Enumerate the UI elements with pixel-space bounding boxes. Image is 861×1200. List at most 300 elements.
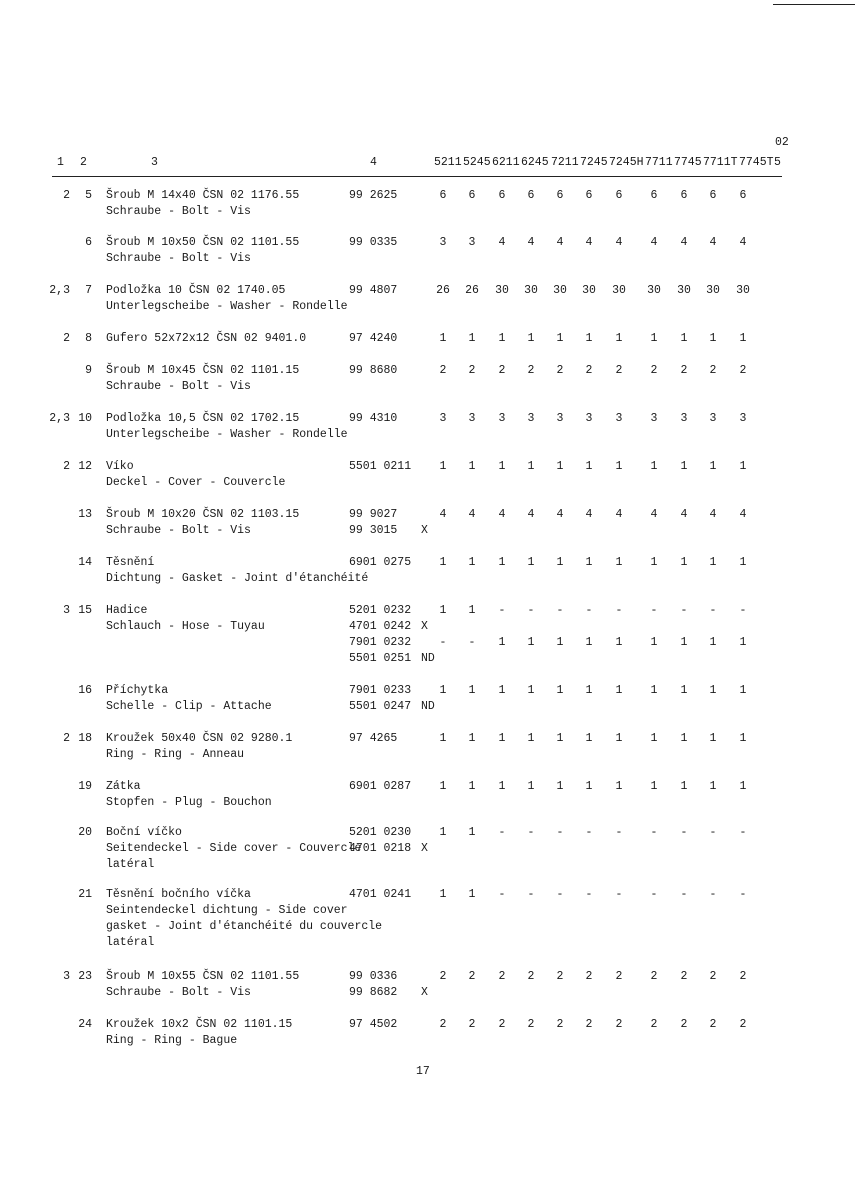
quantity-cell: 30 [677, 284, 691, 297]
item-position: 23 [78, 970, 92, 983]
part-code: 97 4240 [349, 332, 398, 345]
quantity-cell: 2 [709, 970, 717, 983]
part-code: 7901 0232 [349, 636, 412, 649]
quantity-cell: 1 [527, 556, 535, 569]
quantity-cell: - [527, 888, 535, 901]
quantity-cell: 2 [498, 970, 506, 983]
quantity-cell: 1 [556, 332, 564, 345]
ref-column-1: 2 [63, 332, 70, 345]
quantity-cell: 1 [585, 636, 593, 649]
quantity-cell: 1 [739, 460, 747, 473]
quantity-cell: 1 [650, 732, 658, 745]
quantity-cell: 2 [556, 1018, 564, 1031]
quantity-cell: 2 [439, 970, 447, 983]
quantity-cell: - [739, 826, 747, 839]
quantity-cell: 4 [556, 236, 564, 249]
quantity-cell: 1 [527, 732, 535, 745]
quantity-cell: 1 [585, 684, 593, 697]
quantity-cell: 3 [468, 236, 476, 249]
quantity-cell: - [615, 604, 623, 617]
quantity-cell: - [556, 604, 564, 617]
quantity-cell: 30 [495, 284, 509, 297]
quantity-cell: 1 [739, 780, 747, 793]
header-col-3: 3 [151, 156, 158, 169]
quantity-cell: 2 [498, 1018, 506, 1031]
quantity-cell: 4 [680, 508, 688, 521]
header-model: 7711T [703, 156, 738, 169]
part-description: gasket - Joint d'étanchéité du couvercle [106, 920, 383, 933]
quantity-cell: - [585, 888, 593, 901]
ref-column-1: 3 [63, 604, 70, 617]
quantity-cell: - [615, 826, 623, 839]
quantity-cell: 6 [585, 189, 593, 202]
quantity-cell: 1 [439, 556, 447, 569]
quantity-cell: 2 [585, 970, 593, 983]
quantity-cell: 1 [615, 780, 623, 793]
quantity-cell: - [615, 888, 623, 901]
quantity-cell: 1 [585, 460, 593, 473]
quantity-cell: 1 [615, 460, 623, 473]
quantity-cell: 1 [739, 332, 747, 345]
quantity-cell: 1 [615, 732, 623, 745]
quantity-cell: 1 [556, 636, 564, 649]
quantity-cell: 30 [736, 284, 750, 297]
quantity-cell: 1 [739, 684, 747, 697]
part-description: Víko [106, 460, 134, 473]
quantity-cell: 1 [585, 780, 593, 793]
part-mark: X [421, 620, 428, 633]
quantity-cell: - [498, 604, 506, 617]
part-description: Podložka 10,5 ČSN 02 1702.15 [106, 412, 300, 425]
item-position: 12 [78, 460, 92, 473]
quantity-cell: - [527, 826, 535, 839]
part-description: Šroub M 10x50 ČSN 02 1101.55 [106, 236, 300, 249]
quantity-cell: - [739, 888, 747, 901]
part-description: Ring - Ring - Bague [106, 1034, 238, 1047]
part-code: 5201 0230 [349, 826, 412, 839]
quantity-cell: - [585, 604, 593, 617]
quantity-cell: 2 [527, 1018, 535, 1031]
quantity-cell: 2 [709, 364, 717, 377]
quantity-cell: 4 [615, 508, 623, 521]
quantity-cell: 1 [439, 826, 447, 839]
item-position: 24 [78, 1018, 92, 1031]
quantity-cell: 1 [527, 460, 535, 473]
part-code: 4701 0218 [349, 842, 412, 855]
quantity-cell: 1 [439, 460, 447, 473]
header-col-4: 4 [370, 156, 377, 169]
part-code: 97 4502 [349, 1018, 398, 1031]
quantity-cell: 1 [498, 780, 506, 793]
quantity-cell: 1 [585, 732, 593, 745]
header-model: 7211 [551, 156, 579, 169]
part-description: Podložka 10 ČSN 02 1740.05 [106, 284, 286, 297]
part-description: Příchytka [106, 684, 169, 697]
part-description: Seitendeckel - Side cover - Couvercle [106, 842, 362, 855]
quantity-cell: 4 [556, 508, 564, 521]
quantity-cell: 1 [439, 684, 447, 697]
quantity-cell: 1 [650, 332, 658, 345]
item-position: 7 [85, 284, 92, 297]
quantity-cell: - [709, 826, 717, 839]
quantity-cell: - [498, 826, 506, 839]
quantity-cell: 2 [468, 364, 476, 377]
quantity-cell: 3 [585, 412, 593, 425]
part-description: Schelle - Clip - Attache [106, 700, 272, 713]
quantity-cell: 1 [650, 556, 658, 569]
quantity-cell: 3 [439, 236, 447, 249]
quantity-cell: 2 [585, 1018, 593, 1031]
quantity-cell: 1 [709, 636, 717, 649]
part-description: Deckel - Cover - Couvercle [106, 476, 286, 489]
quantity-cell: 1 [615, 684, 623, 697]
quantity-cell: 2 [556, 364, 564, 377]
part-code: 99 2625 [349, 189, 398, 202]
part-code: 99 0336 [349, 970, 398, 983]
ref-column-1: 2 [63, 732, 70, 745]
quantity-cell: 2 [556, 970, 564, 983]
quantity-cell: 3 [709, 412, 717, 425]
part-code: 97 4265 [349, 732, 398, 745]
quantity-cell: 2 [615, 364, 623, 377]
quantity-cell: 1 [556, 556, 564, 569]
quantity-cell: - [527, 604, 535, 617]
quantity-cell: - [680, 604, 688, 617]
quantity-cell: 1 [615, 556, 623, 569]
quantity-cell: 3 [527, 412, 535, 425]
quantity-cell: 30 [706, 284, 720, 297]
quantity-cell: 1 [439, 780, 447, 793]
ref-column-1: 2 [63, 189, 70, 202]
ref-column-1: 2,3 [49, 284, 70, 297]
part-description: Schraube - Bolt - Vis [106, 524, 251, 537]
quantity-cell: 1 [709, 556, 717, 569]
part-description: Gufero 52x72x12 ČSN 02 9401.0 [106, 332, 307, 345]
quantity-cell: 2 [739, 970, 747, 983]
part-description: Stopfen - Plug - Bouchon [106, 796, 272, 809]
ref-column-1: 2 [63, 460, 70, 473]
quantity-cell: 2 [709, 1018, 717, 1031]
quantity-cell: 30 [553, 284, 567, 297]
quantity-cell: - [650, 888, 658, 901]
quantity-cell: 3 [468, 412, 476, 425]
quantity-cell: 1 [650, 684, 658, 697]
quantity-cell: 1 [709, 684, 717, 697]
quantity-cell: 4 [680, 236, 688, 249]
part-description: Schraube - Bolt - Vis [106, 380, 251, 393]
part-description: Ring - Ring - Anneau [106, 748, 245, 761]
quantity-cell: 4 [709, 508, 717, 521]
header-extra: 02 [775, 136, 789, 149]
quantity-cell: 1 [527, 780, 535, 793]
quantity-cell: 2 [680, 970, 688, 983]
header-col-1: 1 [57, 156, 64, 169]
part-code: 99 0335 [349, 236, 398, 249]
header-model: 7245 [580, 156, 608, 169]
quantity-cell: 1 [680, 780, 688, 793]
part-code: 99 8682 [349, 986, 398, 999]
quantity-cell: 30 [582, 284, 596, 297]
quantity-cell: 4 [585, 508, 593, 521]
quantity-cell: 3 [556, 412, 564, 425]
part-code: 5201 0232 [349, 604, 412, 617]
header-rule [52, 176, 782, 177]
quantity-cell: 2 [498, 364, 506, 377]
part-description: latéral [106, 936, 155, 949]
part-code: 99 4807 [349, 284, 398, 297]
header-model: 6211 [492, 156, 520, 169]
quantity-cell: 1 [650, 460, 658, 473]
quantity-cell: - [556, 888, 564, 901]
part-description: Seintendeckel dichtung - Side cover [106, 904, 348, 917]
quantity-cell: 3 [650, 412, 658, 425]
item-position: 14 [78, 556, 92, 569]
quantity-cell: - [439, 636, 447, 649]
item-position: 19 [78, 780, 92, 793]
quantity-cell: 2 [468, 970, 476, 983]
part-code: 6901 0275 [349, 556, 412, 569]
part-code: 99 8680 [349, 364, 398, 377]
part-description: Unterlegscheibe - Washer - Rondelle [106, 300, 348, 313]
quantity-cell: 4 [650, 508, 658, 521]
quantity-cell: - [556, 826, 564, 839]
quantity-cell: 4 [585, 236, 593, 249]
quantity-cell: 6 [680, 189, 688, 202]
quantity-cell: 1 [680, 636, 688, 649]
quantity-cell: 6 [468, 189, 476, 202]
quantity-cell: 1 [468, 826, 476, 839]
header-model: 7745T [739, 156, 774, 169]
part-code: 99 3015 [349, 524, 398, 537]
quantity-cell: 1 [680, 684, 688, 697]
item-position: 15 [78, 604, 92, 617]
quantity-cell: 30 [647, 284, 661, 297]
quantity-cell: 1 [498, 556, 506, 569]
item-position: 6 [85, 236, 92, 249]
quantity-cell: 3 [680, 412, 688, 425]
quantity-cell: 4 [498, 508, 506, 521]
quantity-cell: - [709, 604, 717, 617]
quantity-cell: 1 [468, 556, 476, 569]
quantity-cell: 1 [468, 460, 476, 473]
part-code: 4701 0242 [349, 620, 412, 633]
quantity-cell: 1 [468, 780, 476, 793]
quantity-cell: 1 [556, 460, 564, 473]
quantity-cell: 2 [680, 1018, 688, 1031]
quantity-cell: 1 [439, 888, 447, 901]
header-model: 7745 [674, 156, 702, 169]
part-description: latéral [106, 858, 155, 871]
quantity-cell: 1 [709, 780, 717, 793]
header-col-2: 2 [80, 156, 87, 169]
quantity-cell: 1 [739, 556, 747, 569]
quantity-cell: - [680, 826, 688, 839]
corner-rule [773, 4, 855, 5]
part-description: Schraube - Bolt - Vis [106, 205, 251, 218]
quantity-cell: 1 [468, 332, 476, 345]
part-description: Hadice [106, 604, 148, 617]
part-mark: ND [421, 700, 435, 713]
quantity-cell: 1 [680, 556, 688, 569]
quantity-cell: 1 [439, 604, 447, 617]
quantity-cell: 6 [439, 189, 447, 202]
quantity-cell: 4 [527, 236, 535, 249]
header-model: 7711 [645, 156, 673, 169]
quantity-cell: 1 [615, 332, 623, 345]
quantity-cell: 4 [498, 236, 506, 249]
quantity-cell: 4 [650, 236, 658, 249]
quantity-cell: 1 [680, 332, 688, 345]
part-description: Dichtung - Gasket - Joint d'étanchéité [106, 572, 369, 585]
quantity-cell: 6 [709, 189, 717, 202]
quantity-cell: 6 [615, 189, 623, 202]
header-model: 5211 [434, 156, 462, 169]
quantity-cell: 4 [615, 236, 623, 249]
header-model: 7245H [609, 156, 644, 169]
quantity-cell: - [739, 604, 747, 617]
part-code: 7901 0233 [349, 684, 412, 697]
part-code: 99 4310 [349, 412, 398, 425]
quantity-cell: 3 [615, 412, 623, 425]
part-description: Kroužek 50x40 ČSN 02 9280.1 [106, 732, 293, 745]
part-code: 5501 0211 [349, 460, 412, 473]
quantity-cell: 1 [498, 636, 506, 649]
quantity-cell: 1 [498, 332, 506, 345]
quantity-cell: 2 [739, 1018, 747, 1031]
quantity-cell: 6 [556, 189, 564, 202]
item-position: 16 [78, 684, 92, 697]
quantity-cell: - [650, 604, 658, 617]
part-description: Šroub M 10x20 ČSN 02 1103.15 [106, 508, 300, 521]
quantity-cell: 1 [498, 732, 506, 745]
quantity-cell: 1 [527, 332, 535, 345]
quantity-cell: 2 [439, 364, 447, 377]
quantity-cell: 2 [650, 364, 658, 377]
item-position: 20 [78, 826, 92, 839]
quantity-cell: 1 [739, 636, 747, 649]
quantity-cell: 4 [527, 508, 535, 521]
quantity-cell: 1 [709, 732, 717, 745]
part-description: Těsnění bočního víčka [106, 888, 251, 901]
part-code: 99 9027 [349, 508, 398, 521]
quantity-cell: 1 [709, 460, 717, 473]
item-position: 8 [85, 332, 92, 345]
quantity-cell: 1 [527, 636, 535, 649]
quantity-cell: - [650, 826, 658, 839]
quantity-cell: 1 [585, 332, 593, 345]
item-position: 18 [78, 732, 92, 745]
part-description: Šroub M 10x45 ČSN 02 1101.15 [106, 364, 300, 377]
part-description: Těsnění [106, 556, 155, 569]
quantity-cell: 1 [615, 636, 623, 649]
part-description: Zátka [106, 780, 141, 793]
quantity-cell: 1 [585, 556, 593, 569]
quantity-cell: 1 [439, 332, 447, 345]
part-code: 5501 0247 [349, 700, 412, 713]
part-mark: ND [421, 652, 435, 665]
quantity-cell: 1 [468, 684, 476, 697]
item-position: 21 [78, 888, 92, 901]
page-number: 17 [416, 1065, 430, 1078]
part-description: Boční víčko [106, 826, 182, 839]
quantity-cell: 1 [650, 636, 658, 649]
part-description: Unterlegscheibe - Washer - Rondelle [106, 428, 348, 441]
quantity-cell: 26 [436, 284, 450, 297]
quantity-cell: 1 [468, 888, 476, 901]
quantity-cell: 6 [498, 189, 506, 202]
part-description: Schraube - Bolt - Vis [106, 252, 251, 265]
quantity-cell: 3 [739, 412, 747, 425]
quantity-cell: 6 [739, 189, 747, 202]
quantity-cell: 4 [709, 236, 717, 249]
part-code: 5501 0251 [349, 652, 412, 665]
part-mark: X [421, 842, 428, 855]
quantity-cell: 4 [739, 508, 747, 521]
part-description: Kroužek 10x2 ČSN 02 1101.15 [106, 1018, 293, 1031]
part-description: Schraube - Bolt - Vis [106, 986, 251, 999]
part-mark: X [421, 524, 428, 537]
quantity-cell: 1 [556, 684, 564, 697]
part-description: Schlauch - Hose - Tuyau [106, 620, 265, 633]
quantity-cell: 1 [527, 684, 535, 697]
ref-column-1: 3 [63, 970, 70, 983]
quantity-cell: 6 [650, 189, 658, 202]
quantity-cell: - [468, 636, 476, 649]
item-position: 10 [78, 412, 92, 425]
quantity-cell: 1 [498, 684, 506, 697]
quantity-cell: 4 [739, 236, 747, 249]
quantity-cell: 30 [524, 284, 538, 297]
part-description: Šroub M 14x40 ČSN 02 1176.55 [106, 189, 300, 202]
part-description: Šroub M 10x55 ČSN 02 1101.55 [106, 970, 300, 983]
quantity-cell: 2 [527, 970, 535, 983]
header-model: 5 [774, 156, 781, 169]
item-position: 13 [78, 508, 92, 521]
ref-column-1: 2,3 [49, 412, 70, 425]
quantity-cell: 2 [439, 1018, 447, 1031]
part-code: 6901 0287 [349, 780, 412, 793]
quantity-cell: 30 [612, 284, 626, 297]
quantity-cell: 2 [615, 970, 623, 983]
quantity-cell: 1 [680, 460, 688, 473]
quantity-cell: 2 [739, 364, 747, 377]
quantity-cell: 1 [680, 732, 688, 745]
quantity-cell: - [709, 888, 717, 901]
quantity-cell: 3 [439, 412, 447, 425]
part-mark: X [421, 986, 428, 999]
quantity-cell: - [680, 888, 688, 901]
quantity-cell: 2 [585, 364, 593, 377]
quantity-cell: 1 [739, 732, 747, 745]
quantity-cell: 4 [468, 508, 476, 521]
header-model: 5245 [463, 156, 491, 169]
quantity-cell: 26 [465, 284, 479, 297]
quantity-cell: 1 [439, 732, 447, 745]
quantity-cell: 3 [498, 412, 506, 425]
quantity-cell: 2 [527, 364, 535, 377]
quantity-cell: 4 [439, 508, 447, 521]
quantity-cell: 1 [468, 732, 476, 745]
quantity-cell: - [498, 888, 506, 901]
quantity-cell: 1 [709, 332, 717, 345]
quantity-cell: 2 [650, 1018, 658, 1031]
quantity-cell: 1 [468, 604, 476, 617]
quantity-cell: 2 [615, 1018, 623, 1031]
quantity-cell: 2 [650, 970, 658, 983]
part-code: 4701 0241 [349, 888, 412, 901]
quantity-cell: 1 [556, 732, 564, 745]
quantity-cell: 1 [650, 780, 658, 793]
